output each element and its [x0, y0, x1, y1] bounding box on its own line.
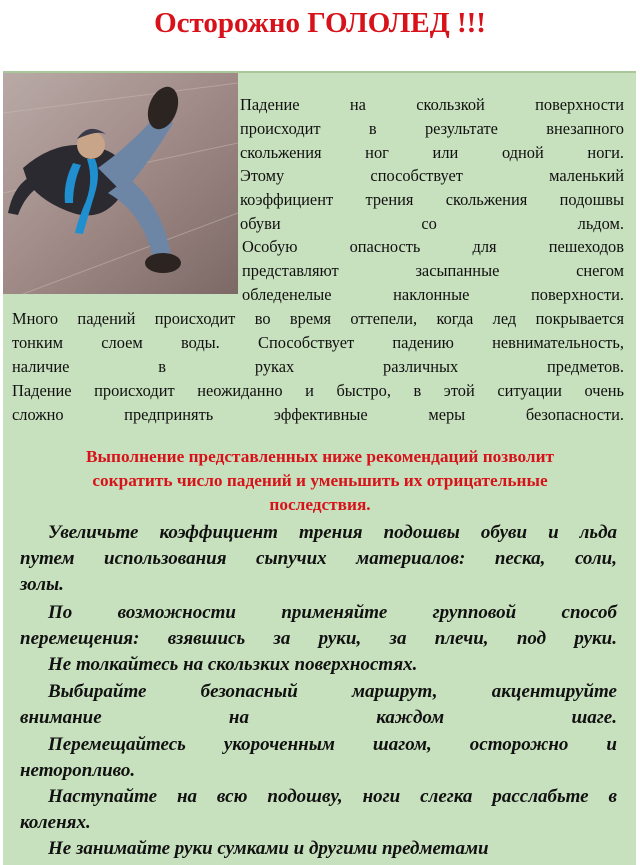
- text-line: Наступайте на всю подошву, ноги слегка расслабьте в: [48, 786, 617, 807]
- text-line: обледенелые наклонные поверхности.: [242, 284, 624, 304]
- text-line: Много падений происходит во время оттепели, когда лед покрывается: [12, 309, 624, 328]
- text-line: сложно предпринять эффективные меры безопасности.: [12, 404, 624, 424]
- recommendation-item: [20, 784, 617, 836]
- text-line: тонким слоем воды. Способствует падению невнимательность,: [12, 332, 624, 352]
- text-line: Падение происходит неожиданно и быстро, в этой ситуации очень: [12, 381, 624, 400]
- text-line: скольжения ног или одной ноги.: [240, 142, 624, 162]
- text-line: неторопливо.: [20, 760, 136, 781]
- body-paragraph-2: [12, 379, 624, 427]
- recommendation-item: [20, 836, 617, 862]
- text-line: перемещения: взявшись за руки, за плечи, под руки.: [20, 628, 617, 649]
- recommendation-item: [20, 652, 617, 678]
- text-line: По возможности применяйте групповой способ: [48, 602, 617, 623]
- intro-paragraph-3: [242, 235, 624, 306]
- text-line: представляют засыпанные снегом: [242, 260, 624, 280]
- body-paragraph-1: [12, 307, 624, 378]
- text-line: Увеличьте коэффициент трения подошвы обуви и льда: [48, 522, 617, 543]
- recommendation-item: [20, 600, 617, 652]
- text-line: Выбирайте безопасный маршрут, акцентируйте: [48, 681, 617, 702]
- recommendation-item: [20, 679, 617, 731]
- text-line: Особую опасность для пешеходов: [242, 237, 624, 256]
- text-line: обуви со льдом.: [240, 213, 624, 233]
- heading-line: последствия.: [269, 495, 371, 514]
- text-line: происходит в результате внезапного: [240, 118, 624, 138]
- heading-line: Выполнение представленных ниже рекомендаций позволит: [85, 447, 555, 466]
- recommendation-item: [20, 520, 617, 598]
- text-line: коленях.: [20, 812, 91, 833]
- page-title: Осторожно ГОЛОЛЕД !!!: [154, 7, 486, 39]
- intro-paragraph-1: [240, 93, 624, 164]
- heading-line: сократить число падений и уменьшить их отрицательные: [92, 471, 548, 490]
- text-line: Перемещайтесь укороченным шагом, осторожно и: [48, 734, 617, 755]
- person-slipping-on-ice-photo: [3, 73, 238, 294]
- text-line: коэффициент трения скольжения подошвы: [240, 189, 624, 209]
- text-line: наличие в руках различных предметов.: [12, 356, 624, 376]
- text-line: Не толкайтесь на скользких поверхностях.: [48, 654, 418, 675]
- text-line: Падение на скользкой поверхности: [240, 95, 624, 114]
- text-line: путем использования сыпучих материалов: песка, соли,: [20, 548, 617, 569]
- text-line: Не занимайте руки сумками и другими предметами: [48, 838, 489, 859]
- text-line: внимание на каждом шаге.: [20, 707, 617, 728]
- recommendations-heading: [10, 445, 630, 517]
- text-line: Этому способствует маленький: [240, 166, 624, 185]
- text-line: золы.: [20, 574, 64, 595]
- recommendation-item: [20, 732, 617, 784]
- intro-paragraph-2: [240, 164, 624, 235]
